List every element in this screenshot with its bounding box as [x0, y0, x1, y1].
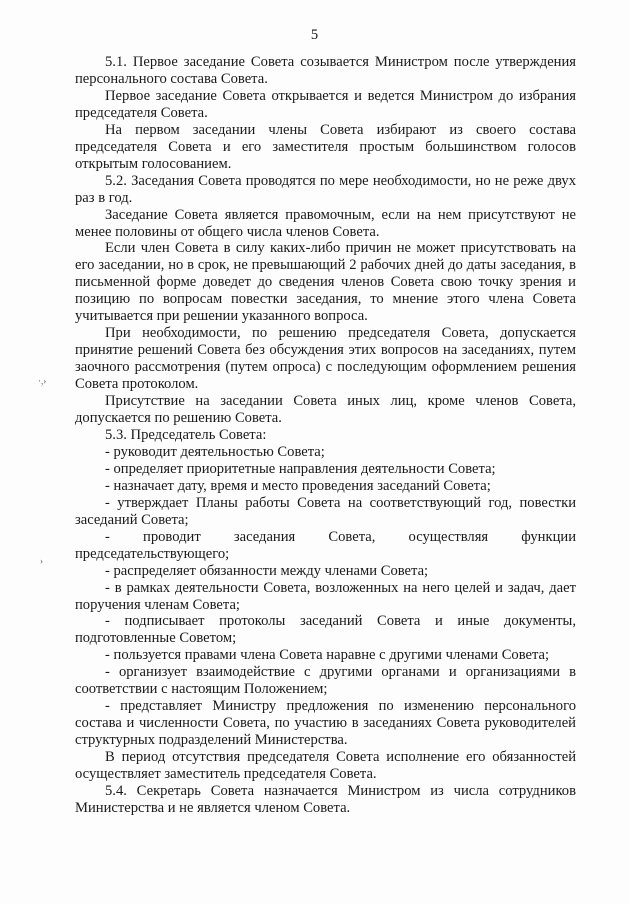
list-item-chairman-duty: - представляет Министру предложения по изменению персонального состава и численности Совета, по участию в заседаниях Совета руководителей структурных подразделений Министерства.: [75, 698, 576, 749]
page-number: 5: [310, 27, 319, 43]
list-item-chairman-duty: - определяет приоритетные направления деятельности Совета;: [105, 460, 496, 477]
paragraph-quorum: Заседание Совета является правомочным, если на нем присутствуют не менее половины от общего числа членов Совета.: [75, 206, 576, 240]
paragraph-first-meeting-chair: Первое заседание Совета открывается и ведется Министром до избрания председателя Совета.: [75, 87, 576, 121]
list-item-chairman-duty: - назначает дату, время и место проведения заседаний Совета;: [105, 477, 491, 494]
paragraph-absent-member: Если член Совета в силу каких-либо причин не может присутствовать на его заседании, но в срок, не превышающий 2 рабочих дней до даты заседания, в письменной форме доведет до сведения членов Совета свою точку зрения и позицию по вопросам повестки заседания, то мнение этого члена Совета учитывается при решении указанного вопроса.: [75, 240, 576, 325]
paragraph-5-4-secretary: 5.4. Секретарь Совета назначается Министром из числа сотрудников Министерства и не является членом Совета.: [75, 782, 576, 816]
paragraph-5-1-first-meeting: 5.1. Первое заседание Совета созывается Министром после утверждения персонального состава Совета.: [75, 54, 576, 87]
paragraph-other-persons: Присутствие на заседании Совета иных лиц, кроме членов Совета, допускается по решению Совета.: [75, 393, 576, 427]
paragraph-election: На первом заседании члены Совета избирают из своего состава председателя Совета и его заместителя простым большинством голосов открытым голосованием.: [75, 121, 576, 172]
list-item-chairman-duty: - организует взаимодействие с другими органами и организациями в соответствии с настоящим Положением;: [75, 664, 576, 698]
list-item-chairman-duty: - в рамках деятельности Совета, возложенных на него целей и задач, дает поручения членам Совета;: [75, 579, 576, 613]
scan-artifact-mark: ›: [40, 556, 43, 566]
document-body: [75, 54, 576, 817]
list-item-chairman-duty: - утверждает Планы работы Совета на соответствующий год, повестки заседаний Совета;: [75, 494, 576, 528]
list-item-chairman-duty: - пользуется правами члена Совета наравне с другими членами Совета;: [105, 647, 550, 664]
scan-artifact-mark: ·,›: [38, 376, 47, 386]
paragraph-deputy-chairman: В период отсутствия председателя Совета исполнение его обязанностей осуществляет заместитель председателя Совета.: [75, 749, 576, 783]
list-item-chairman-duty: - распределяет обязанности между членами Совета;: [105, 562, 429, 579]
list-item-chairman-duty: - руководит деятельностью Совета;: [105, 443, 325, 460]
list-item-chairman-duty: - проводит заседания Совета, осуществляя функции председательствующего;: [75, 528, 576, 562]
paragraph-5-2-meetings: 5.2. Заседания Совета проводятся по мере необходимости, но не реже двух раз в год.: [75, 172, 576, 206]
paragraph-5-3-chairman: 5.3. Председатель Совета:: [105, 426, 267, 443]
list-item-chairman-duty: - подписывает протоколы заседаний Совета и иные документы, подготовленные Советом;: [75, 613, 576, 647]
paragraph-absentee-voting: При необходимости, по решению председателя Совета, допускается принятие решений Совета без обсуждения этих вопросов на заседаниях, путем заочного рассмотрения (путем опроса) с последующим оформлением решения Совета протоколом.: [75, 325, 576, 393]
